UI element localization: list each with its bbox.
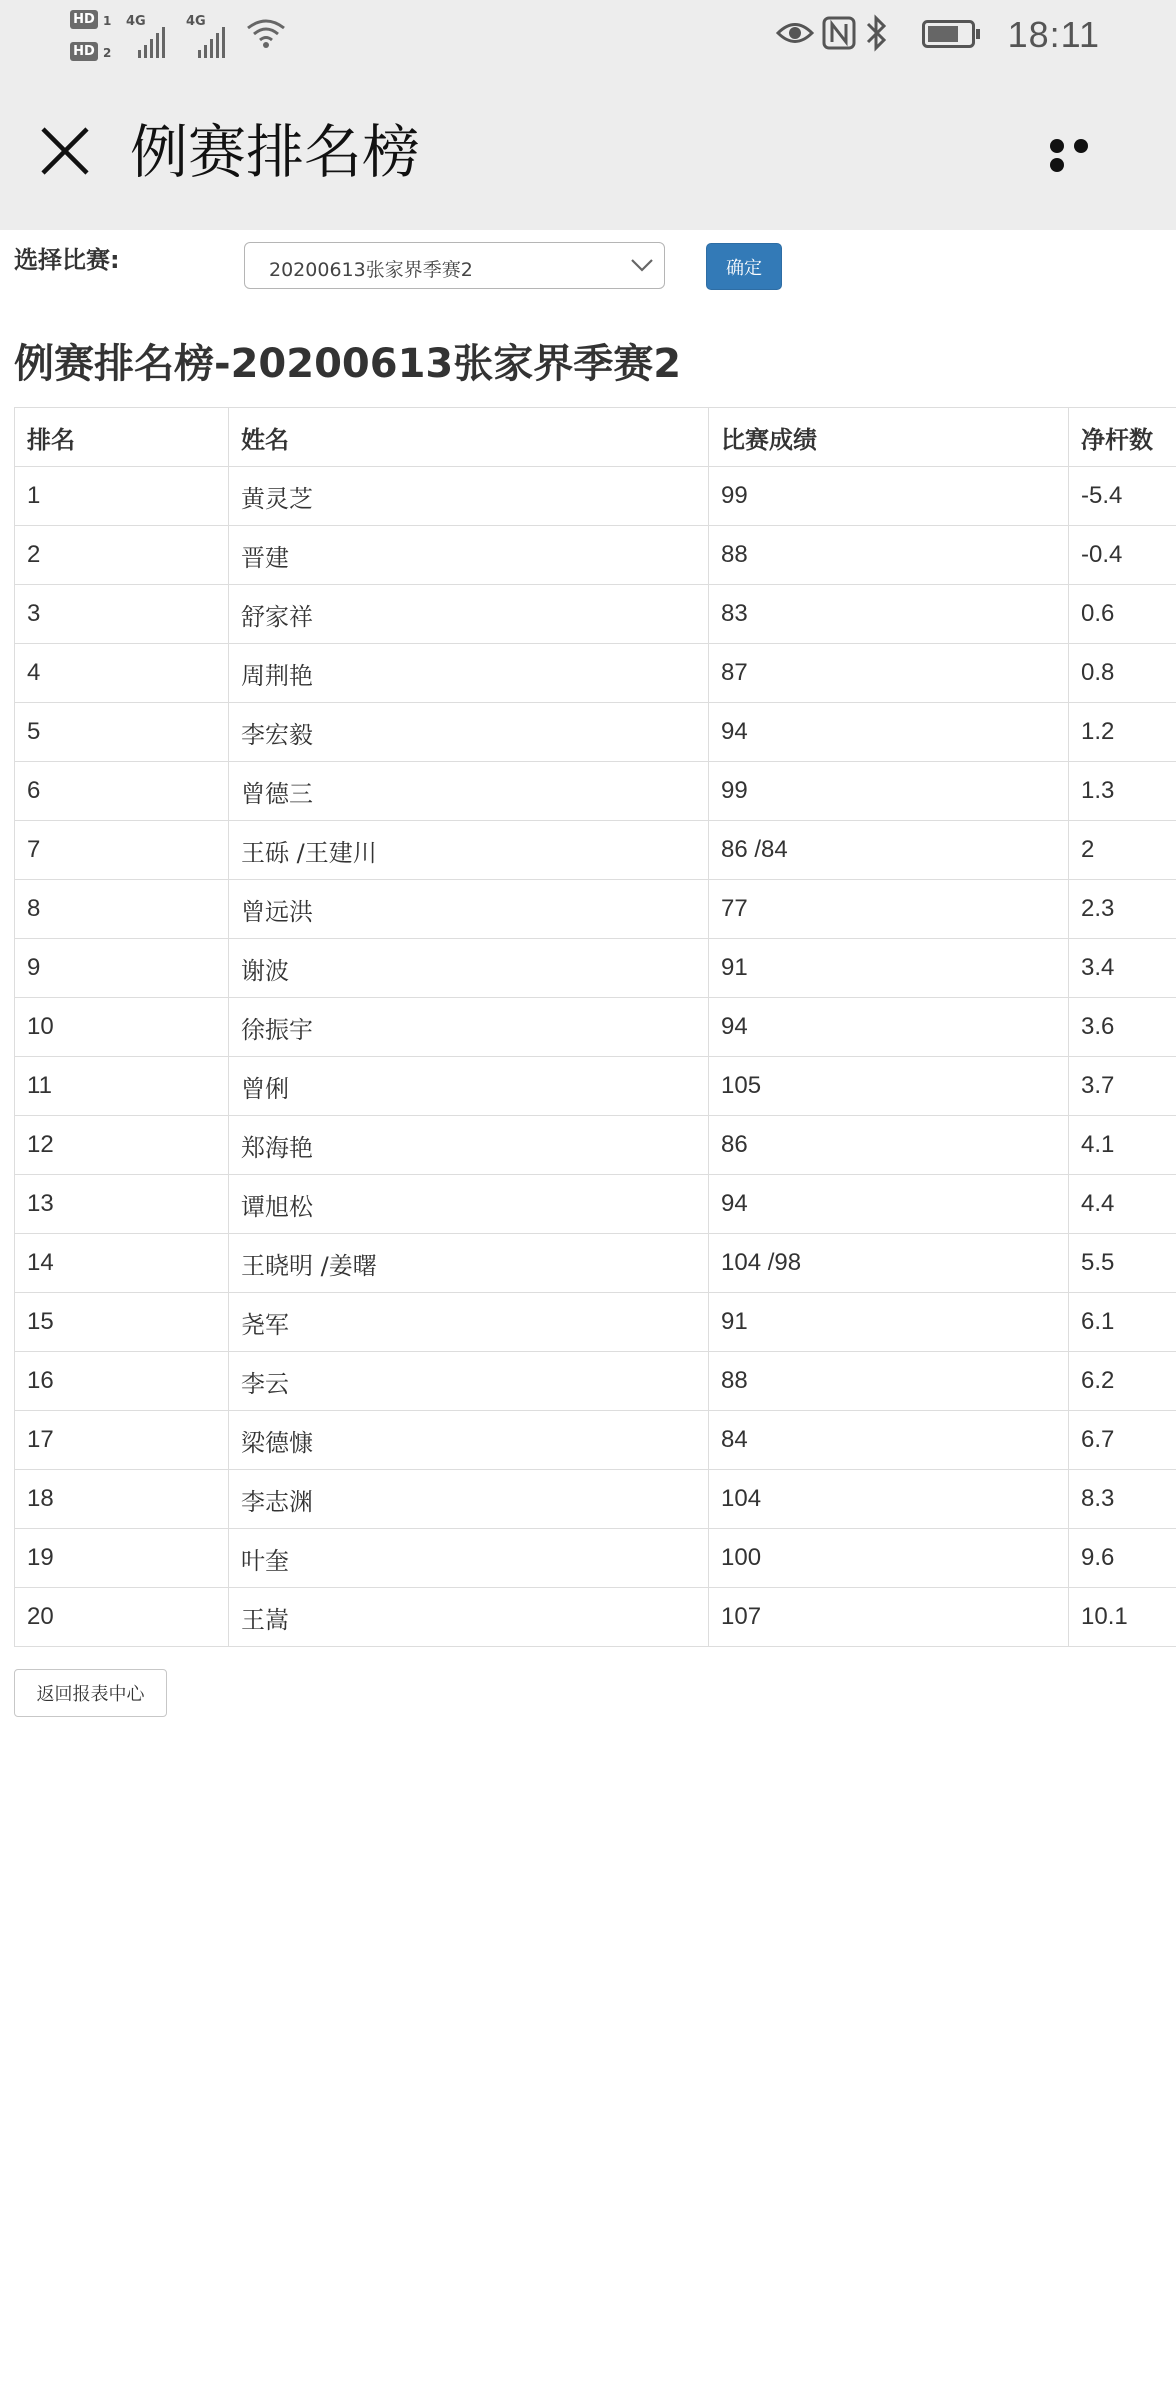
- table-body: [15, 467, 1176, 1647]
- table-row: [15, 880, 1176, 939]
- battery-icon: [922, 20, 982, 48]
- cell-score: 94: [709, 703, 1069, 762]
- cell-net: 6.1: [1069, 1293, 1176, 1352]
- cell-net: 9.6: [1069, 1529, 1176, 1588]
- cell-rank: 5: [15, 703, 229, 762]
- table-row: [15, 762, 1176, 821]
- table-row: [15, 703, 1176, 762]
- table-row: [15, 1411, 1176, 1470]
- status-bar: [0, 0, 1176, 74]
- cell-score: 94: [709, 1175, 1069, 1234]
- wifi-icon: [246, 18, 286, 50]
- cell-rank: 20: [15, 1588, 229, 1647]
- table-row: [15, 1234, 1176, 1293]
- cell-score: 107: [709, 1588, 1069, 1647]
- cell-net: -5.4: [1069, 467, 1176, 526]
- table-row: [15, 1470, 1176, 1529]
- cell-net: 4.4: [1069, 1175, 1176, 1234]
- cell-name: 曾俐: [229, 1057, 709, 1116]
- filter-label: 选择比赛:: [14, 246, 120, 274]
- table-row: [15, 1352, 1176, 1411]
- cell-score: 86 /84: [709, 821, 1069, 880]
- cell-rank: 9: [15, 939, 229, 998]
- cell-rank: 6: [15, 762, 229, 821]
- cell-score: 83: [709, 585, 1069, 644]
- report-heading: 例赛排名榜-20200613张家界季赛2: [14, 341, 682, 387]
- cell-name: 叶奎: [229, 1529, 709, 1588]
- cell-net: 3.4: [1069, 939, 1176, 998]
- cell-net: 3.6: [1069, 998, 1176, 1057]
- cell-name: 李云: [229, 1352, 709, 1411]
- page-title: 例赛排名榜: [130, 118, 421, 186]
- cell-rank: 1: [15, 467, 229, 526]
- cell-score: 86: [709, 1116, 1069, 1175]
- cell-rank: 11: [15, 1057, 229, 1116]
- cell-name: 尧军: [229, 1293, 709, 1352]
- cell-score: 104 /98: [709, 1234, 1069, 1293]
- hd-icon: [70, 8, 120, 68]
- cell-net: 3.7: [1069, 1057, 1176, 1116]
- hd2-badge: HD: [70, 42, 98, 61]
- cell-score: 94: [709, 998, 1069, 1057]
- cell-rank: 7: [15, 821, 229, 880]
- hd2-number: 2: [103, 46, 112, 60]
- cell-name: 曾远洪: [229, 880, 709, 939]
- table-row: [15, 1529, 1176, 1588]
- sim1-tag: 4G: [126, 14, 146, 29]
- header-name: 姓名: [229, 408, 709, 467]
- table-row: [15, 1057, 1176, 1116]
- table-row: [15, 1588, 1176, 1647]
- eye-icon: [776, 20, 814, 46]
- table-row: [15, 585, 1176, 644]
- cell-score: 88: [709, 526, 1069, 585]
- cell-rank: 13: [15, 1175, 229, 1234]
- cell-score: 105: [709, 1057, 1069, 1116]
- cell-name: 徐振宇: [229, 998, 709, 1057]
- cell-score: 77: [709, 880, 1069, 939]
- close-icon: [38, 124, 92, 178]
- cell-net: 5.5: [1069, 1234, 1176, 1293]
- cell-name: 舒家祥: [229, 585, 709, 644]
- more-button[interactable]: [1050, 138, 1120, 168]
- cell-score: 99: [709, 762, 1069, 821]
- title-bar: [0, 74, 1176, 230]
- close-button[interactable]: [38, 124, 92, 178]
- cell-name: 王晓明 /姜曙: [229, 1234, 709, 1293]
- sim2-tag: 4G: [186, 14, 206, 29]
- table-row: [15, 939, 1176, 998]
- cell-rank: 3: [15, 585, 229, 644]
- bluetooth-icon: [864, 14, 888, 52]
- table-row: [15, 1116, 1176, 1175]
- table-row: [15, 467, 1176, 526]
- cell-name: 周荆艳: [229, 644, 709, 703]
- cell-net: 1.3: [1069, 762, 1176, 821]
- cell-score: 88: [709, 1352, 1069, 1411]
- cell-name: 李宏毅: [229, 703, 709, 762]
- clock: 18:11: [1007, 14, 1100, 55]
- cell-rank: 8: [15, 880, 229, 939]
- back-to-report-center-button[interactable]: 返回报表中心: [14, 1669, 167, 1717]
- cell-name: 王砾 /王建川: [229, 821, 709, 880]
- cell-rank: 14: [15, 1234, 229, 1293]
- cell-rank: 4: [15, 644, 229, 703]
- cell-net: 1.2: [1069, 703, 1176, 762]
- table-row: [15, 1293, 1176, 1352]
- cell-name: 王嵩: [229, 1588, 709, 1647]
- cell-net: -0.4: [1069, 526, 1176, 585]
- confirm-button[interactable]: 确定: [706, 243, 782, 290]
- cell-score: 99: [709, 467, 1069, 526]
- cell-net: 8.3: [1069, 1470, 1176, 1529]
- nfc-icon: [822, 16, 856, 50]
- cell-net: 2: [1069, 821, 1176, 880]
- table-row: [15, 821, 1176, 880]
- cell-net: 6.2: [1069, 1352, 1176, 1411]
- cell-rank: 2: [15, 526, 229, 585]
- cell-score: 87: [709, 644, 1069, 703]
- match-select[interactable]: [244, 242, 665, 289]
- ranking-table: [14, 407, 1176, 1647]
- match-select-value: 20200613张家界季赛2: [269, 259, 473, 281]
- cell-rank: 18: [15, 1470, 229, 1529]
- cell-name: 黄灵芝: [229, 467, 709, 526]
- cell-rank: 15: [15, 1293, 229, 1352]
- cell-rank: 17: [15, 1411, 229, 1470]
- cell-net: 6.7: [1069, 1411, 1176, 1470]
- cell-rank: 12: [15, 1116, 229, 1175]
- chevron-down-icon: [630, 255, 654, 275]
- cell-net: 2.3: [1069, 880, 1176, 939]
- cell-name: 梁德慷: [229, 1411, 709, 1470]
- cell-score: 91: [709, 1293, 1069, 1352]
- cell-score: 104: [709, 1470, 1069, 1529]
- cell-name: 晋建: [229, 526, 709, 585]
- cell-rank: 16: [15, 1352, 229, 1411]
- cell-name: 谭旭松: [229, 1175, 709, 1234]
- cell-net: 0.6: [1069, 585, 1176, 644]
- cell-net: 0.8: [1069, 644, 1176, 703]
- cell-name: 李志渊: [229, 1470, 709, 1529]
- cell-score: 91: [709, 939, 1069, 998]
- header-score: 比赛成绩: [709, 408, 1069, 467]
- header-rank: 排名: [15, 408, 229, 467]
- table-row: [15, 998, 1176, 1057]
- table-row: [15, 1175, 1176, 1234]
- cell-net: 10.1: [1069, 1588, 1176, 1647]
- hd1-badge: HD: [70, 10, 98, 29]
- cell-rank: 19: [15, 1529, 229, 1588]
- cell-name: 谢波: [229, 939, 709, 998]
- cell-score: 100: [709, 1529, 1069, 1588]
- cell-net: 4.1: [1069, 1116, 1176, 1175]
- table-row: [15, 644, 1176, 703]
- table-row: [15, 526, 1176, 585]
- header-net: 净杆数: [1069, 408, 1176, 467]
- cell-rank: 10: [15, 998, 229, 1057]
- cell-name: 郑海艳: [229, 1116, 709, 1175]
- hd1-number: 1: [103, 14, 112, 28]
- table-header-row: [15, 408, 1176, 467]
- more-icon: [1050, 138, 1120, 176]
- cell-name: 曾德三: [229, 762, 709, 821]
- cell-score: 84: [709, 1411, 1069, 1470]
